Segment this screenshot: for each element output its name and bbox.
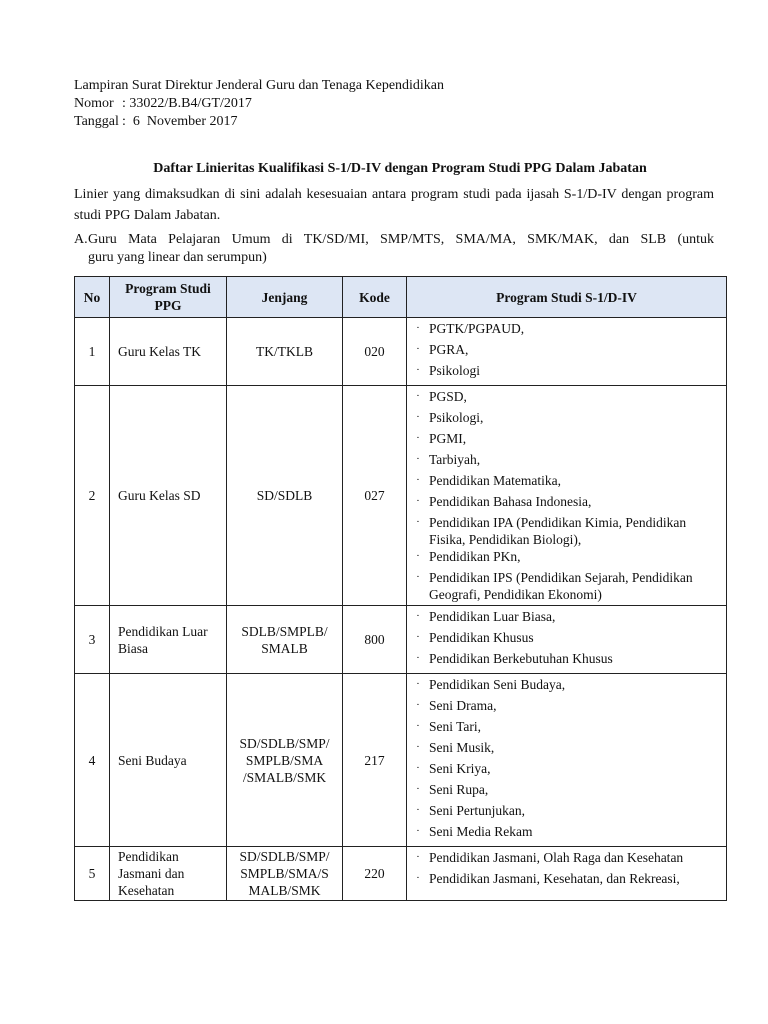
list-item-text: Psikologi <box>429 363 481 378</box>
nomor-label: Nomor <box>74 96 114 111</box>
table-header-row <box>75 277 727 318</box>
list-item-text: PGMI, <box>429 431 467 446</box>
list-item-text: Seni Kriya, <box>429 761 491 776</box>
row-kode: 220 <box>343 847 407 901</box>
header-no: No <box>75 277 110 318</box>
list-item-text: Seni Drama, <box>429 698 497 713</box>
row-no: 5 <box>75 847 110 901</box>
list-item-text: Pendidikan Seni Budaya, <box>429 677 566 692</box>
list-item-text: Pendidikan Jasmani, Kesehatan, dan Rekreasi, <box>429 871 680 886</box>
bullet-icon: · <box>416 762 420 774</box>
list-item-text: Pendidikan Khusus <box>429 630 534 645</box>
tanggal-row <box>74 113 444 131</box>
section-a-marker: A. <box>74 232 88 247</box>
list-item-text: Pendidikan IPA (Pendidikan Kimia, Pendidikan Fisika, Pendidikan Biologi), <box>429 515 687 547</box>
row-no: 3 <box>75 606 110 674</box>
list-item-text: Pendidikan Berkebutuhan Khusus <box>429 651 613 666</box>
list-item-text: Seni Tari, <box>429 719 482 734</box>
program-s1-list <box>407 676 722 844</box>
header-kode: Kode <box>343 277 407 318</box>
bullet-icon: · <box>416 343 420 355</box>
list-item-text: Seni Musik, <box>429 740 495 755</box>
bullet-icon: · <box>416 652 420 664</box>
list-item-text: Seni Rupa, <box>429 782 489 797</box>
nomor-row <box>74 95 444 113</box>
list-item-text: PGTK/PGPAUD, <box>429 321 525 336</box>
tanggal-label: Tanggal <box>74 114 119 129</box>
list-item <box>407 849 722 870</box>
program-s1-list <box>407 849 722 891</box>
row-program-ppg: Pendidikan Luar Biasa <box>110 606 227 674</box>
bullet-icon: · <box>416 678 420 690</box>
list-item <box>407 629 722 650</box>
bullet-icon: · <box>416 390 420 402</box>
table-row <box>75 606 727 674</box>
list-item-text: PGSD, <box>429 389 467 404</box>
list-item-text: Pendidikan Jasmani, Olah Raga dan Kesehatan <box>429 850 684 865</box>
list-item <box>407 388 722 409</box>
row-kode: 027 <box>343 386 407 606</box>
bullet-icon: · <box>416 550 420 562</box>
bullet-icon: · <box>416 699 420 711</box>
list-item <box>407 341 722 362</box>
list-item <box>407 760 722 781</box>
table-row <box>75 847 727 901</box>
list-item <box>407 548 722 569</box>
header-jenjang: Jenjang <box>227 277 343 318</box>
list-item <box>407 676 722 697</box>
row-program-ppg: Seni Budaya <box>110 674 227 847</box>
list-item <box>407 472 722 493</box>
row-program-s1-list <box>407 318 727 386</box>
list-item-text: Psikologi, <box>429 410 484 425</box>
letter-header <box>74 77 444 131</box>
list-item-text: Pendidikan Matematika, <box>429 473 561 488</box>
list-item <box>407 409 722 430</box>
bullet-icon: · <box>416 571 420 583</box>
row-jenjang: SD/SDLB/SMP/ SMPLB/SMA /SMALB/SMK <box>227 674 343 847</box>
bullet-icon: · <box>416 322 420 334</box>
list-item <box>407 320 722 341</box>
list-item <box>407 650 722 671</box>
bullet-icon: · <box>416 474 420 486</box>
row-program-ppg: Guru Kelas TK <box>110 318 227 386</box>
bullet-icon: · <box>416 783 420 795</box>
document-title: Daftar Linieritas Kualifikasi S-1/D-IV dengan Program Studi PPG Dalam Jabatan <box>153 161 647 176</box>
tanggal-value: : 6 November 2017 <box>122 114 238 129</box>
bullet-icon: · <box>416 495 420 507</box>
list-item <box>407 718 722 739</box>
list-item <box>407 697 722 718</box>
list-item <box>407 739 722 760</box>
list-item-text: Seni Media Rekam <box>429 824 533 839</box>
row-no: 4 <box>75 674 110 847</box>
bullet-icon: · <box>416 741 420 753</box>
bullet-icon: · <box>416 631 420 643</box>
nomor-value: : 33022/B.B4/GT/2017 <box>122 96 252 111</box>
program-s1-list <box>407 320 722 383</box>
row-program-ppg: Guru Kelas SD <box>110 386 227 606</box>
table-row <box>75 386 727 606</box>
row-program-s1-list <box>407 847 727 901</box>
list-item <box>407 430 722 451</box>
section-a-line2: guru yang linear dan serumpun) <box>88 250 267 265</box>
list-item <box>407 823 722 844</box>
list-item <box>407 870 722 891</box>
list-item <box>407 493 722 514</box>
row-kode: 800 <box>343 606 407 674</box>
table-row <box>75 318 727 386</box>
row-jenjang: TK/TKLB <box>227 318 343 386</box>
bullet-icon: · <box>416 411 420 423</box>
bullet-icon: · <box>416 872 420 884</box>
row-no: 2 <box>75 386 110 606</box>
list-item-text: PGRA, <box>429 342 469 357</box>
list-item-text: Pendidikan Bahasa Indonesia, <box>429 494 592 509</box>
list-item-text: Seni Pertunjukan, <box>429 803 525 818</box>
bullet-icon: · <box>416 610 420 622</box>
list-item <box>407 362 722 383</box>
section-a-heading <box>74 231 714 267</box>
row-jenjang: SD/SDLB <box>227 386 343 606</box>
bullet-icon: · <box>416 432 420 444</box>
bullet-icon: · <box>416 851 420 863</box>
list-item <box>407 569 722 603</box>
linearity-table <box>74 276 727 901</box>
list-item <box>407 451 722 472</box>
row-kode: 020 <box>343 318 407 386</box>
row-program-ppg: Pendidikan Jasmani dan Kesehatan <box>110 847 227 901</box>
list-item-text: Tarbiyah, <box>429 452 481 467</box>
list-item-text: Pendidikan PKn, <box>429 549 521 564</box>
section-a-line1: Guru Mata Pelajaran Umum di TK/SD/MI, SMP/MTS, SMA/MA, SMK/MAK, dan SLB (untuk <box>88 232 714 247</box>
intro-paragraph: Linier yang dimaksudkan di sini adalah kesesuaian antara program studi pada ijasah S-1/D-IV dengan program studi PPG Dalam Jabatan. <box>74 187 714 223</box>
header-line: Lampiran Surat Direktur Jenderal Guru dan Tenaga Kependidikan <box>74 78 445 93</box>
bullet-icon: · <box>416 453 420 465</box>
header-program-ppg: Program Studi PPG <box>110 277 227 318</box>
row-jenjang: SD/SDLB/SMP/ SMPLB/SMA/S MALB/SMK <box>227 847 343 901</box>
table-row <box>75 674 727 847</box>
row-program-s1-list <box>407 606 727 674</box>
row-no: 1 <box>75 318 110 386</box>
list-item <box>407 781 722 802</box>
bullet-icon: · <box>416 825 420 837</box>
bullet-icon: · <box>416 364 420 376</box>
list-item <box>407 514 722 548</box>
list-item-text: Pendidikan Luar Biasa, <box>429 609 556 624</box>
row-jenjang: SDLB/SMPLB/ SMALB <box>227 606 343 674</box>
bullet-icon: · <box>416 516 420 528</box>
list-item-text: Pendidikan IPS (Pendidikan Sejarah, Pendidikan Geografi, Pendidikan Ekonomi) <box>429 570 693 602</box>
list-item <box>407 802 722 823</box>
bullet-icon: · <box>416 720 420 732</box>
program-s1-list <box>407 388 722 603</box>
list-item <box>407 608 722 629</box>
program-s1-list <box>407 608 722 671</box>
table-body <box>75 318 727 901</box>
header-program-s1: Program Studi S-1/D-IV <box>407 277 727 318</box>
row-kode: 217 <box>343 674 407 847</box>
row-program-s1-list <box>407 674 727 847</box>
bullet-icon: · <box>416 804 420 816</box>
row-program-s1-list <box>407 386 727 606</box>
